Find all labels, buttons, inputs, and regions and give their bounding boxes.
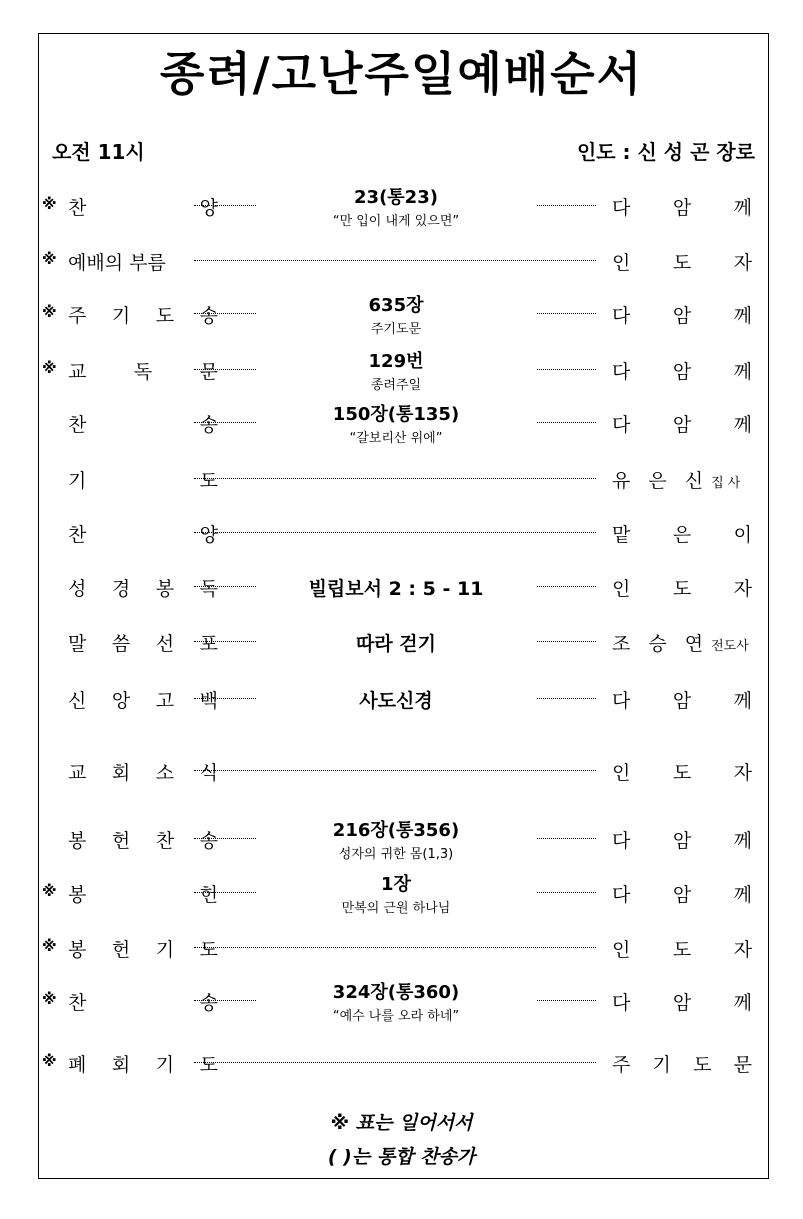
item-label-char: 회 xyxy=(111,762,131,784)
item-responsible-part: 다 xyxy=(612,690,631,712)
item-label-char: 기 xyxy=(155,939,175,961)
item-label-char: 봉 xyxy=(155,578,175,600)
item-responsible-part: 께 xyxy=(733,884,752,906)
item-label xyxy=(68,880,218,907)
item-responsible xyxy=(612,357,752,384)
item-label-char: 문 xyxy=(199,361,218,383)
item-label-char: 소 xyxy=(155,762,175,784)
item-label xyxy=(68,686,218,713)
item-label-char: 앙 xyxy=(111,690,131,712)
item-label-char: 폐 xyxy=(68,1054,87,1076)
item-label-char: 말 xyxy=(68,633,87,655)
order-item xyxy=(40,512,770,556)
item-label xyxy=(68,357,218,384)
item-detail-main: 150장(통135) xyxy=(332,404,460,425)
item-responsible-part: 승 xyxy=(648,633,667,655)
item-detail xyxy=(256,870,536,916)
item-responsible-part: 자 xyxy=(733,762,752,784)
item-responsible xyxy=(612,466,752,493)
item-detail xyxy=(256,183,536,229)
item-label-char: 신 xyxy=(68,690,87,712)
item-label-char: 도 xyxy=(199,470,218,492)
item-label xyxy=(68,410,218,437)
item-label xyxy=(68,193,218,220)
item-label-char: 찬 xyxy=(68,197,87,219)
item-responsible xyxy=(612,826,752,853)
item-responsible-part: 문 xyxy=(733,1054,752,1076)
item-detail xyxy=(256,400,536,446)
item-detail-sub: “갈보리산 위에” xyxy=(349,431,443,446)
item-label-char: 기 xyxy=(111,305,131,327)
item-detail xyxy=(256,816,536,862)
item-label-char: 독 xyxy=(133,361,153,383)
item-detail xyxy=(256,291,536,337)
order-item xyxy=(40,980,770,1024)
item-responsible xyxy=(612,248,752,275)
item-responsible-part: 인 xyxy=(612,578,631,600)
item-responsible-part: 다 xyxy=(612,414,631,436)
item-label-char: 고 xyxy=(155,690,175,712)
item-label-char: 예배의 부름 xyxy=(68,252,166,274)
item-responsible-part: 인 xyxy=(612,252,631,274)
item-label-char: 송 xyxy=(199,414,218,436)
item-detail xyxy=(256,978,536,1024)
order-item xyxy=(40,750,770,794)
item-detail-sub: 만복의 근원 하나님 xyxy=(341,901,451,916)
item-responsible-part: 다 xyxy=(612,305,631,327)
item-label-char: 송 xyxy=(199,992,218,1014)
item-label-char: 송 xyxy=(199,305,218,327)
item-label-char: 백 xyxy=(199,690,218,712)
item-detail-sub: 종려주일 xyxy=(370,378,422,393)
item-responsible-part: 자 xyxy=(733,252,752,274)
order-item xyxy=(40,678,770,722)
item-label-char: 주 xyxy=(68,305,87,327)
item-responsible-part: 께 xyxy=(733,690,752,712)
item-label-char: 양 xyxy=(199,197,218,219)
item-label-char: 식 xyxy=(199,762,218,784)
order-item xyxy=(40,927,770,971)
item-responsible-part: 께 xyxy=(733,305,752,327)
item-responsible-part: 도 xyxy=(672,578,692,600)
item-responsible xyxy=(612,410,752,437)
item-responsible-part: 암 xyxy=(672,197,692,219)
item-responsible xyxy=(612,629,752,656)
item-responsible-part: 다 xyxy=(612,992,631,1014)
item-responsible-part: 전도사 xyxy=(711,639,749,654)
standing-mark: ※ xyxy=(42,195,57,213)
item-label-char: 경 xyxy=(111,578,131,600)
item-responsible-part: 신 xyxy=(684,470,704,492)
order-item xyxy=(40,293,770,337)
item-label-char: 헌 xyxy=(199,884,218,906)
order-item xyxy=(40,185,770,229)
item-label xyxy=(68,935,218,962)
item-label-char: 봉 xyxy=(68,830,87,852)
item-detail-main: 324장(통360) xyxy=(332,982,460,1003)
item-label xyxy=(68,574,218,601)
item-label xyxy=(68,826,218,853)
item-label-char: 헌 xyxy=(111,830,131,852)
item-detail xyxy=(256,686,536,713)
footer-hymnal-note: ( )는 통합 찬송가 xyxy=(327,1146,476,1168)
item-label-char: 도 xyxy=(155,305,175,327)
item-label xyxy=(68,520,218,547)
item-responsible-part: 암 xyxy=(672,884,692,906)
dotted-leader xyxy=(194,532,596,533)
item-label-char: 봉 xyxy=(68,884,87,906)
order-item xyxy=(40,240,770,284)
item-responsible-part: 맡 xyxy=(612,524,631,546)
item-responsible xyxy=(612,686,752,713)
item-detail-sub: 성자의 귀한 몸(1,3) xyxy=(338,847,454,862)
item-label-char: 교 xyxy=(68,361,87,383)
item-detail-main: 1장 xyxy=(381,874,411,895)
item-label-char: 찬 xyxy=(155,830,175,852)
item-detail xyxy=(256,629,536,656)
dotted-leader xyxy=(194,260,596,261)
item-responsible-part: 연 xyxy=(684,633,704,655)
order-item xyxy=(40,1042,770,1086)
item-responsible-part: 께 xyxy=(733,414,752,436)
item-detail-sub: 주기도문 xyxy=(370,322,422,337)
item-label-char: 교 xyxy=(68,762,87,784)
item-responsible-part: 께 xyxy=(733,830,752,852)
item-responsible xyxy=(612,520,752,547)
order-item xyxy=(40,458,770,502)
item-responsible-part: 도 xyxy=(672,939,692,961)
item-responsible-part: 암 xyxy=(672,305,692,327)
item-label-char: 양 xyxy=(199,524,218,546)
item-responsible-part: 은 xyxy=(648,470,667,492)
standing-mark: ※ xyxy=(42,937,57,955)
item-responsible-part: 자 xyxy=(733,578,752,600)
item-responsible-part: 조 xyxy=(612,633,631,655)
item-responsible xyxy=(612,1050,752,1077)
standing-mark: ※ xyxy=(42,359,57,377)
standing-mark: ※ xyxy=(42,1052,57,1070)
dotted-leader xyxy=(194,947,596,948)
item-responsible-part: 다 xyxy=(612,884,631,906)
dotted-leader xyxy=(194,770,596,771)
dotted-leader xyxy=(194,1062,596,1063)
item-label-char: 찬 xyxy=(68,992,87,1014)
service-time: 오전 11시 xyxy=(52,140,145,164)
item-label-char: 기 xyxy=(155,1054,175,1076)
item-responsible xyxy=(612,880,752,907)
item-detail-sub: “만 입이 내게 있으면” xyxy=(332,214,460,229)
item-responsible-part: 도 xyxy=(693,1054,712,1076)
item-responsible-part: 암 xyxy=(672,830,692,852)
dotted-leader xyxy=(194,478,596,479)
item-responsible-part: 도 xyxy=(672,762,692,784)
order-item xyxy=(40,818,770,862)
item-detail xyxy=(256,574,536,601)
item-responsible-part: 이 xyxy=(733,524,752,546)
item-responsible-part: 다 xyxy=(612,361,631,383)
item-responsible-part: 유 xyxy=(612,470,631,492)
order-item xyxy=(40,872,770,916)
item-responsible xyxy=(612,193,752,220)
item-label xyxy=(68,301,218,328)
item-label-char: 기 xyxy=(68,470,87,492)
item-detail-main: 따라 걷기 xyxy=(355,633,437,655)
item-responsible xyxy=(612,935,752,962)
item-label-char: 헌 xyxy=(111,939,131,961)
footer-standing-note: ※ 표는 일어서서 xyxy=(330,1112,473,1134)
item-responsible-part: 암 xyxy=(672,414,692,436)
item-responsible-part: 자 xyxy=(733,939,752,961)
item-label xyxy=(68,248,218,275)
item-responsible-part: 께 xyxy=(733,197,752,219)
standing-mark: ※ xyxy=(42,303,57,321)
order-item xyxy=(40,349,770,393)
item-label-char: 찬 xyxy=(68,524,87,546)
item-responsible-part: 주 xyxy=(612,1054,631,1076)
item-responsible xyxy=(612,301,752,328)
item-label-char: 독 xyxy=(199,578,218,600)
item-label-char: 선 xyxy=(155,633,175,655)
item-responsible-part: 기 xyxy=(652,1054,671,1076)
item-label xyxy=(68,466,218,493)
item-label xyxy=(68,1050,218,1077)
item-detail-main: 사도신경 xyxy=(359,690,433,712)
page-title: 종려/고난주일예배순서 xyxy=(159,47,644,101)
item-label-char: 회 xyxy=(111,1054,131,1076)
item-responsible-part: 집 사 xyxy=(711,476,741,491)
item-detail-main: 216장(통356) xyxy=(332,820,460,841)
item-responsible-part: 다 xyxy=(612,830,631,852)
order-item xyxy=(40,621,770,665)
item-responsible-part: 께 xyxy=(733,992,752,1014)
item-detail-main: 빌립보서 2 : 5 - 11 xyxy=(308,578,484,600)
item-detail xyxy=(256,347,536,393)
item-label-char: 도 xyxy=(199,939,218,961)
item-label-char: 성 xyxy=(68,578,87,600)
item-responsible-part: 암 xyxy=(672,690,692,712)
item-detail-main: 635장 xyxy=(368,295,424,316)
item-responsible-part: 암 xyxy=(672,992,692,1014)
standing-mark: ※ xyxy=(42,882,57,900)
item-detail-main: 129번 xyxy=(368,351,424,372)
item-label xyxy=(68,758,218,785)
item-label xyxy=(68,629,218,656)
item-label-char: 도 xyxy=(199,1054,218,1076)
item-detail-main: 23(통23) xyxy=(354,187,438,208)
item-responsible xyxy=(612,988,752,1015)
item-responsible-part: 인 xyxy=(612,762,631,784)
standing-mark: ※ xyxy=(42,990,57,1008)
item-label-char: 봉 xyxy=(68,939,87,961)
item-label-char: 씀 xyxy=(111,633,131,655)
item-responsible xyxy=(612,758,752,785)
item-label-char: 포 xyxy=(199,633,218,655)
item-responsible-part: 암 xyxy=(672,361,692,383)
item-label xyxy=(68,988,218,1015)
item-label-char: 송 xyxy=(199,830,218,852)
item-detail-sub: “예수 나를 오라 하네” xyxy=(332,1009,460,1024)
order-item xyxy=(40,566,770,610)
item-responsible xyxy=(612,574,752,601)
item-responsible-part: 께 xyxy=(733,361,752,383)
item-responsible-part: 다 xyxy=(612,197,631,219)
item-responsible-part: 은 xyxy=(672,524,692,546)
item-responsible-part: 인 xyxy=(612,939,631,961)
order-item xyxy=(40,402,770,446)
standing-mark: ※ xyxy=(42,250,57,268)
item-responsible-part: 도 xyxy=(672,252,692,274)
item-label-char: 찬 xyxy=(68,414,87,436)
service-leader: 인도 : 신 성 곤 장로 xyxy=(576,140,755,164)
